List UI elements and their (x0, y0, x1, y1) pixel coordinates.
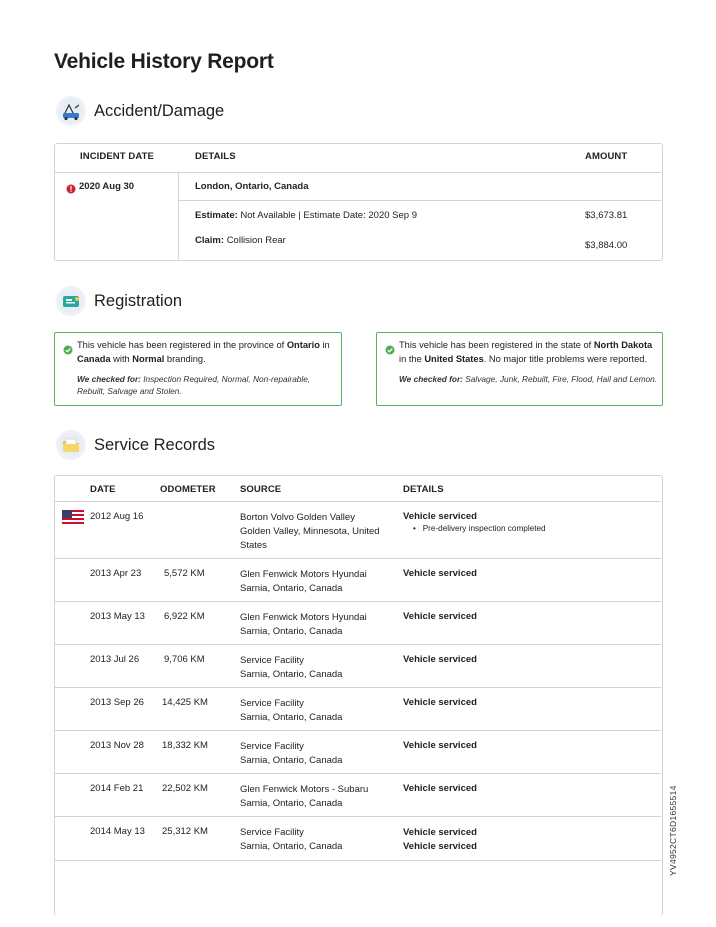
service-row-source: Service Facility Sarnia, Ontario, Canada (240, 698, 343, 723)
details-header: DETAILS (195, 151, 236, 162)
service-section-title: Service Records (94, 435, 216, 454)
row-divider (55, 730, 661, 731)
registration-card-canada (54, 332, 342, 406)
row-divider (55, 601, 661, 602)
service-details-header: DETAILS (403, 484, 444, 495)
accident-column-divider (178, 173, 179, 259)
service-row-date: 2014 May 13 (90, 826, 145, 837)
service-row-date: 2013 Apr 23 (90, 568, 142, 579)
row-divider (55, 644, 661, 645)
row-divider (55, 687, 661, 688)
check-icon (385, 342, 395, 352)
row-divider (55, 558, 661, 559)
service-row-source: Glen Fenwick Motors - Subaru Sarnia, Ontario, Canada (240, 784, 369, 809)
registration-usa-checked: We checked for: Salvage, Junk, Rebuilt, Fire, Flood, Hail and Lemon. (399, 374, 658, 384)
service-row-source: Service Facility Sarnia, Ontario, Canada (240, 827, 343, 852)
registration-icon (56, 286, 86, 316)
row-divider (55, 860, 661, 861)
claim-line: Claim: Collision Rear (195, 235, 286, 246)
service-row-date: 2013 Jul 26 (90, 654, 140, 665)
service-row-odometer: 25,312 KM (162, 826, 208, 837)
accident-section-header (56, 96, 224, 126)
registration-canada-checked: We checked for: Inspection Required, Normal, Non-repairable, Rebuilt, Salvage and Stolen. (77, 374, 311, 396)
incident-date-header: INCIDENT DATE (80, 151, 154, 162)
service-row-detail: Vehicle serviced (403, 511, 477, 522)
amount-header: AMOUNT (585, 151, 628, 162)
registration-section-header (56, 286, 182, 316)
service-source-header: SOURCE (240, 484, 282, 495)
registration-usa-text-2: in the United States. No major title problems were reported. (399, 354, 648, 364)
service-row-bullet: • Pre-delivery inspection completed (413, 524, 546, 533)
service-row-odometer: 9,706 KM (164, 654, 205, 665)
service-row-detail: Vehicle serviced Vehicle serviced (403, 827, 477, 852)
service-row-date: 2012 Aug 16 (90, 511, 144, 522)
service-row-odometer: 6,922 KM (164, 611, 205, 622)
row-divider (55, 816, 661, 817)
service-row-date: 2014 Feb 21 (90, 783, 144, 794)
check-icon (63, 342, 73, 352)
row-divider (55, 773, 661, 774)
accident-detail-divider (179, 200, 661, 201)
registration-canada-text: This vehicle has been registered in the province of Ontario in (77, 340, 330, 350)
claim-amount: $3,884.00 (585, 240, 628, 251)
estimate-amount: $3,673.81 (585, 210, 628, 221)
service-date-header: DATE (90, 484, 116, 495)
service-section-header (56, 430, 215, 460)
service-row-detail: Vehicle serviced (403, 568, 477, 579)
service-row-source: Glen Fenwick Motors Hyundai Sarnia, Ontario, Canada (240, 612, 367, 637)
service-row-detail: Vehicle serviced (403, 654, 477, 665)
registration-usa-text: This vehicle has been registered in the state of North Dakota (399, 340, 653, 350)
service-row-detail: Vehicle serviced (403, 740, 477, 751)
service-row-source: Service Facility Sarnia, Ontario, Canada (240, 741, 343, 766)
service-row-detail: Vehicle serviced (403, 783, 477, 794)
report-title: Vehicle History Report (54, 50, 274, 73)
service-row-date: 2013 Sep 26 (90, 697, 144, 708)
service-row-odometer: 22,502 KM (162, 783, 208, 794)
incident-date: 2020 Aug 30 (79, 181, 135, 192)
incident-location: London, Ontario, Canada (195, 181, 309, 192)
service-header-divider (55, 501, 661, 502)
service-row-source: Borton Volvo Golden Valley Golden Valley, Minnesota, United States (240, 512, 380, 551)
estimate-line: Estimate: Not Available | Estimate Date: 2020 Sep 9 (195, 210, 417, 221)
service-row-detail: Vehicle serviced (403, 611, 477, 622)
service-icon (56, 430, 86, 460)
service-row-odometer: 18,332 KM (162, 740, 208, 751)
registration-card-usa (376, 332, 663, 406)
registration-section-title: Registration (94, 291, 183, 310)
service-row-source: Glen Fenwick Motors Hyundai Sarnia, Ontario, Canada (240, 569, 367, 594)
accident-icon (56, 96, 86, 126)
service-row-odometer: 14,425 KM (162, 697, 208, 708)
vin-vertical-text: YV4952CT6D1655514 (668, 785, 678, 876)
service-odometer-header: ODOMETER (160, 484, 216, 495)
service-row-source: Service Facility Sarnia, Ontario, Canada (240, 655, 343, 680)
accident-section-title: Accident/Damage (94, 101, 225, 120)
service-row-date: 2013 May 13 (90, 611, 145, 622)
alert-icon (66, 181, 76, 191)
accident-header-divider (55, 172, 661, 173)
service-row-odometer: 5,572 KM (164, 568, 205, 579)
us-flag-icon (62, 510, 84, 529)
registration-canada-text-2: Canada with Normal branding. (77, 354, 206, 364)
service-row-detail: Vehicle serviced (403, 697, 477, 708)
service-row-date: 2013 Nov 28 (90, 740, 144, 751)
